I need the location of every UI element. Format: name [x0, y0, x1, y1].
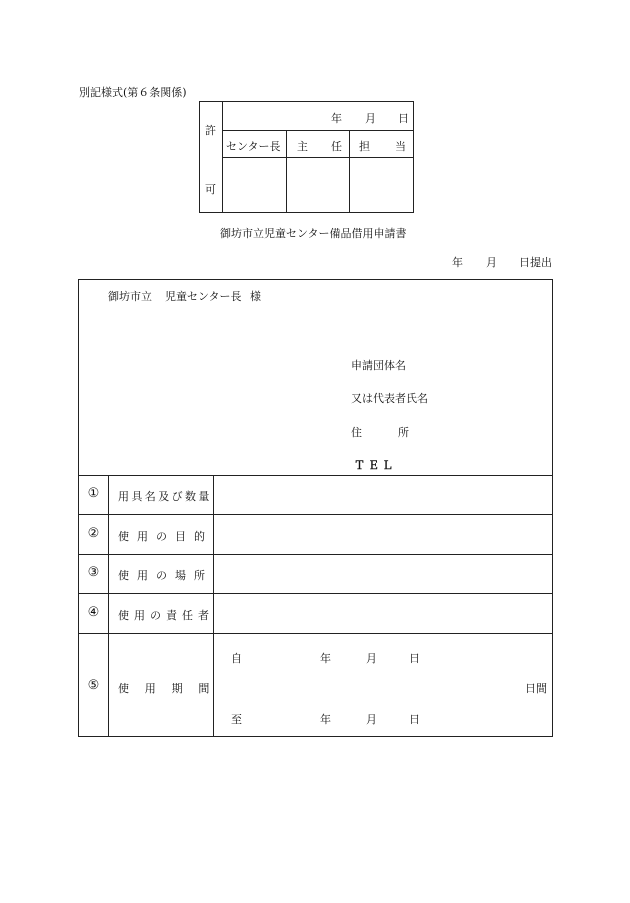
form-label: 別記様式(第６条関係) [79, 86, 187, 99]
permit-stamp-center-chief[interactable] [223, 158, 287, 213]
permit-side-top: 許 [205, 124, 216, 137]
period-from-year: 年 [320, 652, 331, 665]
applicant-address-label-b: 所 [398, 426, 409, 439]
applicant-rep-label: 又は代表者氏名 [351, 392, 428, 405]
permit-date-month: 月 [365, 112, 376, 125]
submit-month: 月 [486, 256, 497, 269]
purpose-field[interactable] [214, 515, 552, 554]
period-days-label: 日間 [525, 682, 547, 695]
row-number: ④ [87, 605, 100, 620]
period-to-year: 年 [320, 713, 331, 726]
permit-header-staff [350, 131, 414, 158]
permit-date-day: 日 [398, 112, 409, 125]
permit-side-bottom: 可 [205, 183, 216, 196]
period-from-month: 月 [366, 652, 377, 665]
row-number: ① [87, 486, 100, 501]
addressee-name: 児童センター長 [165, 290, 242, 303]
application-form [78, 279, 553, 737]
items-quantity-field[interactable] [214, 476, 552, 514]
row-label-place: 使用の場所 [118, 569, 213, 582]
permit-stamp-staff[interactable] [350, 158, 414, 213]
page-title: 御坊市立児童センター備品借用申請書 [220, 227, 407, 240]
permit-date-cell[interactable] [223, 102, 414, 131]
addressee-honorific: 様 [250, 290, 261, 303]
period-from-label: 自 [231, 652, 242, 665]
place-field[interactable] [214, 555, 552, 593]
applicant-tel-label: ＴＥＬ [354, 459, 396, 472]
row-label-period: 使 用 期 間 [118, 682, 212, 695]
col-divider [108, 475, 109, 736]
row-label-items: 用具名及び数量 [118, 490, 212, 503]
permit-col3-b: 当 [395, 140, 406, 153]
row-divider [79, 633, 552, 634]
applicant-group-label: 申請団体名 [351, 359, 406, 372]
row-number: ③ [87, 565, 100, 580]
permit-date-year: 年 [331, 112, 342, 125]
responsible-person-field[interactable] [214, 594, 552, 633]
permit-box [199, 101, 414, 213]
row-label-purpose: 使用の目的 [118, 530, 213, 543]
permit-col1-label: センター長 [226, 140, 281, 153]
permit-col3-a: 担 [359, 140, 370, 153]
submit-year: 年 [452, 256, 463, 269]
permit-side-cell [200, 102, 223, 213]
addressee-prefix: 御坊市立 [108, 290, 152, 303]
row-number: ⑤ [87, 678, 100, 693]
period-to-month: 月 [366, 713, 377, 726]
permit-header-chief [287, 131, 350, 158]
submit-day: 日提出 [519, 256, 552, 269]
period-to-day: 日 [409, 713, 420, 726]
permit-col2-b: 任 [331, 140, 342, 153]
permit-stamp-chief[interactable] [287, 158, 350, 213]
permit-header-center-chief [223, 131, 287, 158]
applicant-address-label-a: 住 [351, 426, 362, 439]
period-from-day: 日 [409, 652, 420, 665]
period-to-label: 至 [231, 713, 242, 726]
row-label-responsible: 使用の責任者 [118, 609, 214, 622]
permit-col2-a: 主 [297, 140, 308, 153]
row-number: ② [87, 526, 100, 541]
